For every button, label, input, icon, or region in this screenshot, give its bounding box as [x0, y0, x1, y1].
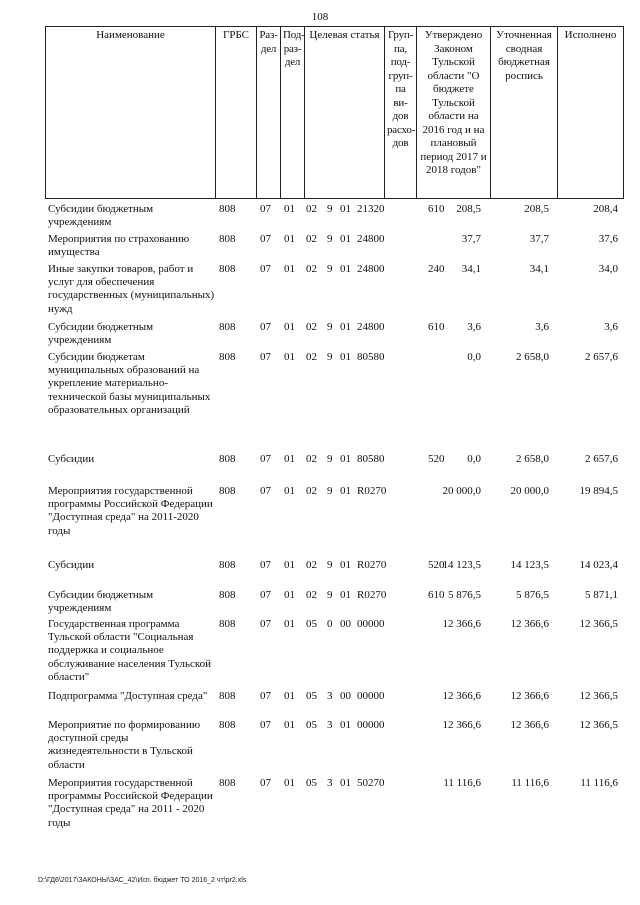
row-vid: 520: [428, 453, 445, 465]
table-row: [45, 453, 623, 485]
row-cs-event: 01: [340, 485, 351, 497]
row-utochnennaya: 5 876,5: [516, 589, 549, 601]
row-utochnennaya: 12 366,6: [510, 618, 549, 630]
row-utverzhdeno: 0,0: [467, 453, 481, 465]
row-ispolneno: 12 366,5: [579, 719, 618, 731]
row-name: Мероприятия государственной программы Российской Федерации "Доступная среда" на 2011-2020 годы: [48, 485, 213, 537]
row-utverzhdeno: 5 876,5: [448, 589, 481, 601]
row-cs-code: 80580: [357, 351, 385, 363]
row-utverzhdeno: 11 116,6: [443, 777, 481, 789]
row-name: Мероприятия по страхованию имущества: [48, 233, 190, 259]
row-cs-event: 01: [340, 203, 351, 215]
row-cs-code: 00000: [357, 690, 385, 702]
row-grbs: 808: [219, 690, 236, 702]
row-utochnennaya: 12 366,6: [510, 690, 549, 702]
row-grbs: 808: [219, 453, 236, 465]
row-ispolneno: 3,6: [604, 321, 618, 333]
row-grbs: 808: [219, 263, 236, 275]
row-vid: 240: [428, 263, 445, 275]
row-cs-event: 01: [340, 719, 351, 731]
row-name: Подпрограмма "Доступная среда": [48, 690, 208, 702]
row-cs-program: 02: [306, 203, 317, 215]
row-grbs: 808: [219, 233, 236, 245]
row-utverzhdeno: 3,6: [467, 321, 481, 333]
row-cs-event: 00: [340, 618, 351, 630]
row-utochnennaya: 37,7: [529, 233, 549, 245]
row-name: Субсидии бюджетным учреждениям: [48, 203, 154, 229]
row-podrazdel: 01: [284, 719, 295, 731]
row-cs-program: 02: [306, 453, 317, 465]
header-vid-raskhodov: Груп- па, под- груп- па ви- дов расхо- дов: [385, 27, 417, 199]
row-grbs: 808: [219, 589, 236, 601]
row-cs-program: 02: [306, 485, 317, 497]
row-cs-program: 02: [306, 351, 317, 363]
header-podrazdel: Под- раз- дел: [281, 27, 305, 199]
row-utochnennaya: 12 366,6: [510, 719, 549, 731]
row-razdel: 07: [260, 589, 271, 601]
row-cs-subprogram: 3: [327, 719, 333, 731]
row-cs-event: 01: [340, 233, 351, 245]
row-utochnennaya: 3,6: [535, 321, 549, 333]
table-header: [45, 26, 624, 199]
row-utverzhdeno: 34,1: [461, 263, 481, 275]
row-grbs: 808: [219, 719, 236, 731]
row-utverzhdeno: 14 123,5: [442, 559, 481, 571]
row-cs-program: 05: [306, 777, 317, 789]
row-ispolneno: 34,0: [598, 263, 618, 275]
table-row: [45, 618, 623, 690]
header-utochnennaya: Уточненная сводная бюджетная роспись: [491, 27, 558, 199]
row-cs-program: 02: [306, 559, 317, 571]
table-row: [45, 233, 623, 263]
row-utverzhdeno: 20 000,0: [442, 485, 481, 497]
row-cs-code: 24800: [357, 263, 385, 275]
header-celevaya-statya: Целевая статья: [305, 27, 385, 199]
row-podrazdel: 01: [284, 690, 295, 702]
row-utochnennaya: 11 116,6: [511, 777, 549, 789]
row-grbs: 808: [219, 777, 236, 789]
row-cs-subprogram: 9: [327, 233, 333, 245]
row-razdel: 07: [260, 321, 271, 333]
row-razdel: 07: [260, 351, 271, 363]
row-grbs: 808: [219, 203, 236, 215]
row-name: Субсидии бюджетным учреждениям: [48, 589, 154, 615]
row-utochnennaya: 2 658,0: [516, 453, 549, 465]
row-ispolneno: 11 116,6: [580, 777, 618, 789]
row-cs-program: 02: [306, 589, 317, 601]
row-name: Мероприятие по формированию доступной среды жизнедеятельности в Тульской области: [48, 719, 201, 771]
table-row: [45, 351, 623, 453]
row-vid: 610: [428, 203, 445, 215]
row-cs-code: R0270: [357, 589, 387, 601]
row-cs-event: 01: [340, 559, 351, 571]
row-name: Субсидии бюджетным учреждениям: [48, 321, 154, 347]
table-row: [45, 203, 623, 233]
row-cs-code: 00000: [357, 618, 385, 630]
row-name: Субсидии: [48, 453, 95, 465]
row-utochnennaya: 208,5: [524, 203, 549, 215]
row-podrazdel: 01: [284, 777, 295, 789]
row-ispolneno: 208,4: [593, 203, 618, 215]
row-razdel: 07: [260, 559, 271, 571]
row-ispolneno: 12 366,5: [579, 618, 618, 630]
row-cs-code: 00000: [357, 719, 385, 731]
row-cs-program: 02: [306, 321, 317, 333]
row-cs-subprogram: 9: [327, 203, 333, 215]
table-row: [45, 589, 623, 618]
row-cs-subprogram: 9: [327, 589, 333, 601]
row-name: Субсидии: [48, 559, 95, 571]
row-podrazdel: 01: [284, 321, 295, 333]
row-cs-program: 05: [306, 719, 317, 731]
row-podrazdel: 01: [284, 351, 295, 363]
row-grbs: 808: [219, 351, 236, 363]
row-utverzhdeno: 12 366,6: [442, 719, 481, 731]
row-utochnennaya: 34,1: [529, 263, 549, 275]
row-podrazdel: 01: [284, 203, 295, 215]
row-ispolneno: 5 871,1: [585, 589, 618, 601]
row-utochnennaya: 14 123,5: [510, 559, 549, 571]
table-row: [45, 719, 623, 777]
row-razdel: 07: [260, 690, 271, 702]
page-number: 108: [311, 11, 329, 23]
row-name: Государственная программа Тульской области "Социальная поддержка и социальное обслуживание населения Тульской области": [48, 618, 212, 683]
row-podrazdel: 01: [284, 559, 295, 571]
row-cs-subprogram: 9: [327, 559, 333, 571]
row-cs-program: 02: [306, 263, 317, 275]
row-razdel: 07: [260, 233, 271, 245]
row-ispolneno: 14 023,4: [579, 559, 618, 571]
row-ispolneno: 37,6: [598, 233, 618, 245]
row-utverzhdeno: 37,7: [461, 233, 481, 245]
row-cs-program: 02: [306, 233, 317, 245]
row-cs-subprogram: 9: [327, 263, 333, 275]
row-cs-event: 01: [340, 321, 351, 333]
row-cs-code: 21320: [357, 203, 385, 215]
table-row: [45, 485, 623, 559]
row-name: Иные закупки товаров, работ и услуг для обеспечения государственных (муниципальных) нужд: [48, 263, 215, 315]
row-razdel: 07: [260, 453, 271, 465]
row-cs-code: R0270: [357, 485, 387, 497]
row-ispolneno: 2 657,6: [585, 351, 618, 363]
row-cs-code: R0270: [357, 559, 387, 571]
header-utverzhdeno: Утверждено Законом Тульской области "О бюджете Тульской области на 2016 год и на плановый период 2017 и 2018 годов": [417, 27, 491, 199]
row-cs-code: 50270: [357, 777, 385, 789]
row-utverzhdeno: 12 366,6: [442, 618, 481, 630]
row-cs-program: 05: [306, 618, 317, 630]
row-razdel: 07: [260, 777, 271, 789]
row-cs-event: 01: [340, 777, 351, 789]
row-name: Мероприятия государственной программы Российской Федерации "Доступная среда" на 2011 - 2020 годы: [48, 777, 213, 829]
row-podrazdel: 01: [284, 233, 295, 245]
header-grbs: ГРБС: [216, 27, 257, 199]
row-ispolneno: 2 657,6: [585, 453, 618, 465]
footer-file-path: D:\ГД6\2017\ЗАКОНЫ\ЗАС_42\Исп. бюджет ТО 2016_2 чт\pr2.xls: [38, 877, 247, 884]
row-vid: 610: [428, 321, 445, 333]
row-razdel: 07: [260, 203, 271, 215]
row-cs-event: 01: [340, 263, 351, 275]
row-razdel: 07: [260, 485, 271, 497]
row-cs-code: 24800: [357, 321, 385, 333]
row-vid: 610: [428, 589, 445, 601]
table-row: [45, 559, 623, 589]
row-razdel: 07: [260, 719, 271, 731]
table-row: [45, 777, 623, 837]
row-utochnennaya: 2 658,0: [516, 351, 549, 363]
row-cs-subprogram: 3: [327, 777, 333, 789]
row-name: Субсидии бюджетам муниципальных образований на укрепление материально-технической базы муниципальных образовательных организаций: [48, 351, 211, 416]
header-razdel: Раз- дел: [257, 27, 281, 199]
row-cs-event: 01: [340, 453, 351, 465]
row-vid: 520: [428, 559, 445, 571]
table-row: [45, 690, 623, 719]
row-cs-event: 01: [340, 589, 351, 601]
row-grbs: 808: [219, 559, 236, 571]
row-cs-event: 01: [340, 351, 351, 363]
row-grbs: 808: [219, 321, 236, 333]
row-podrazdel: 01: [284, 589, 295, 601]
row-ispolneno: 12 366,5: [579, 690, 618, 702]
row-utverzhdeno: 0,0: [467, 351, 481, 363]
row-razdel: 07: [260, 263, 271, 275]
row-utverzhdeno: 12 366,6: [442, 690, 481, 702]
row-cs-subprogram: 9: [327, 351, 333, 363]
row-cs-event: 00: [340, 690, 351, 702]
table-row: [45, 263, 623, 321]
row-cs-subprogram: 3: [327, 690, 333, 702]
table-row: [45, 321, 623, 351]
row-grbs: 808: [219, 485, 236, 497]
row-cs-subprogram: 9: [327, 321, 333, 333]
header-name: Наименование: [46, 27, 216, 199]
header-ispolneno: Исполнено: [558, 27, 624, 199]
table-body: [45, 203, 623, 837]
row-utverzhdeno: 208,5: [456, 203, 481, 215]
row-cs-code: 24800: [357, 233, 385, 245]
row-cs-code: 80580: [357, 453, 385, 465]
row-cs-subprogram: 9: [327, 485, 333, 497]
row-ispolneno: 19 894,5: [579, 485, 618, 497]
row-cs-subprogram: 0: [327, 618, 333, 630]
row-podrazdel: 01: [284, 618, 295, 630]
row-podrazdel: 01: [284, 453, 295, 465]
row-razdel: 07: [260, 618, 271, 630]
row-podrazdel: 01: [284, 263, 295, 275]
row-grbs: 808: [219, 618, 236, 630]
row-cs-program: 05: [306, 690, 317, 702]
row-podrazdel: 01: [284, 485, 295, 497]
row-utochnennaya: 20 000,0: [510, 485, 549, 497]
row-cs-subprogram: 9: [327, 453, 333, 465]
